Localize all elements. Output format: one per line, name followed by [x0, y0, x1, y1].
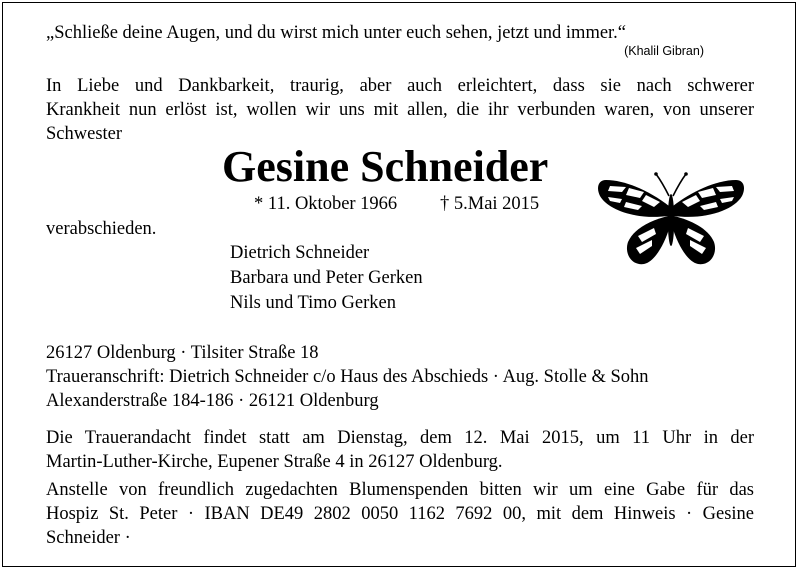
mourner-2: Barbara und Peter Gerken	[230, 268, 423, 288]
birth-date: * 11. Oktober 1966	[254, 194, 398, 214]
intro-line-3: Schwester	[46, 124, 123, 144]
farewell-text: verabschieden.	[46, 219, 157, 239]
intro-line-1: In Liebe und Dankbarkeit, traurig, aber auch erleichtert, dass sie nach schwerer	[46, 76, 754, 96]
quote-author: (Khalil Gibran)	[624, 44, 704, 58]
donation-line-1: Anstelle von freundlich zugedachten Blumenspenden bitten wir um eine Gabe für das	[46, 480, 754, 500]
deceased-name: Gesine Schneider	[222, 142, 549, 191]
butterfly-icon	[596, 170, 746, 270]
mourning-address-line-2: Alexanderstraße 184-186 · 26121 Oldenburg	[46, 391, 379, 411]
quote: „Schließe deine Augen, und du wirst mich unter euch sehen, jetzt und immer.“	[46, 23, 627, 43]
donation-line-2: Hospiz St. Peter · IBAN DE49 2802 0050 1162 7692 00, mit dem Hinweis · Gesine	[46, 504, 754, 524]
death-date: † 5.Mai 2015	[440, 194, 540, 214]
mourner-3: Nils und Timo Gerken	[230, 293, 397, 313]
address: 26127 Oldenburg · Tilsiter Straße 18	[46, 343, 319, 363]
mourning-address-line-1: Traueranschrift: Dietrich Schneider c/o Haus des Abschieds · Aug. Stolle & Sohn	[46, 367, 649, 387]
service-line-1: Die Trauerandacht findet statt am Dienstag, dem 12. Mai 2015, um 11 Uhr in der	[46, 428, 754, 448]
donation-line-3: Schneider ·	[46, 528, 131, 548]
service-line-2: Martin-Luther-Kirche, Eupener Straße 4 in 26127 Oldenburg.	[46, 452, 503, 472]
mourner-1: Dietrich Schneider	[230, 243, 370, 263]
intro-line-2: Krankheit nun erlöst ist, wollen wir uns mit allen, die ihr verbunden waren, von unserer	[46, 100, 754, 120]
